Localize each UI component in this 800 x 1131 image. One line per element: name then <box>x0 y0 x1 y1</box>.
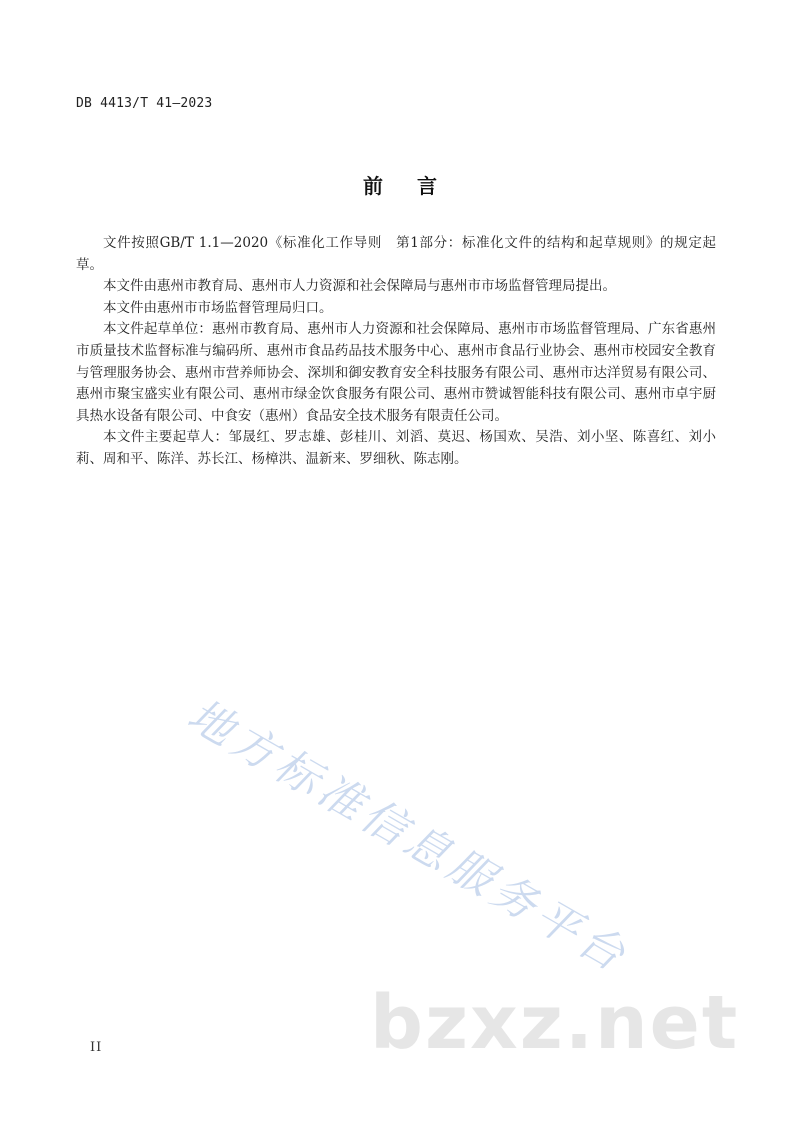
paragraph-standard-basis: 文件按照GB/T 1.1—2020《标准化工作导则 第1部分：标准化文件的结构和起草规则》的规定起草。 <box>76 235 716 273</box>
document-code: DB 4413/T 41—2023 <box>76 96 213 111</box>
foreword-body <box>76 233 716 471</box>
page-title: 前言 <box>363 174 471 198</box>
watermark-chinese: 地方标准信息服务平台 <box>179 689 638 984</box>
watermark-english: bzxz.net <box>370 980 740 1066</box>
paragraph-proposers: 本文件由惠州市教育局、惠州市人力资源和社会保障局与惠州市市场监督管理局提出。 <box>103 278 616 295</box>
paragraph-drafting-units: 本文件起草单位：惠州市教育局、惠州市人力资源和社会保障局、惠州市市场监督管理局、广东省惠州市质量技术监督标准与编码所、惠州市食品药品技术服务中心、惠州市食品行业协会、惠州市校园安全教育与管理服务协会、惠州市营养师协会、深圳和御安教育安全科技服务有限公司、惠州市达洋贸易有限公司、惠州市聚宝盛实业有限公司、惠州市绿金饮食服务有限公司、惠州市赞诚智能科技有限公司、惠州市卓宇厨具热水设备有限公司、中食安（惠州）食品安全技术服务有限责任公司。 <box>76 321 716 424</box>
paragraph-administrator: 本文件由惠州市市场监督管理局归口。 <box>103 299 333 316</box>
paragraph-drafters: 本文件主要起草人：邹晟红、罗志雄、彭桂川、刘滔、莫迟、杨国欢、吴浩、刘小坚、陈喜红、刘小莉、周和平、陈洋、苏长江、杨樟洪、温新来、罗细秋、陈志刚。 <box>76 429 716 467</box>
page-number: II <box>90 1040 103 1055</box>
